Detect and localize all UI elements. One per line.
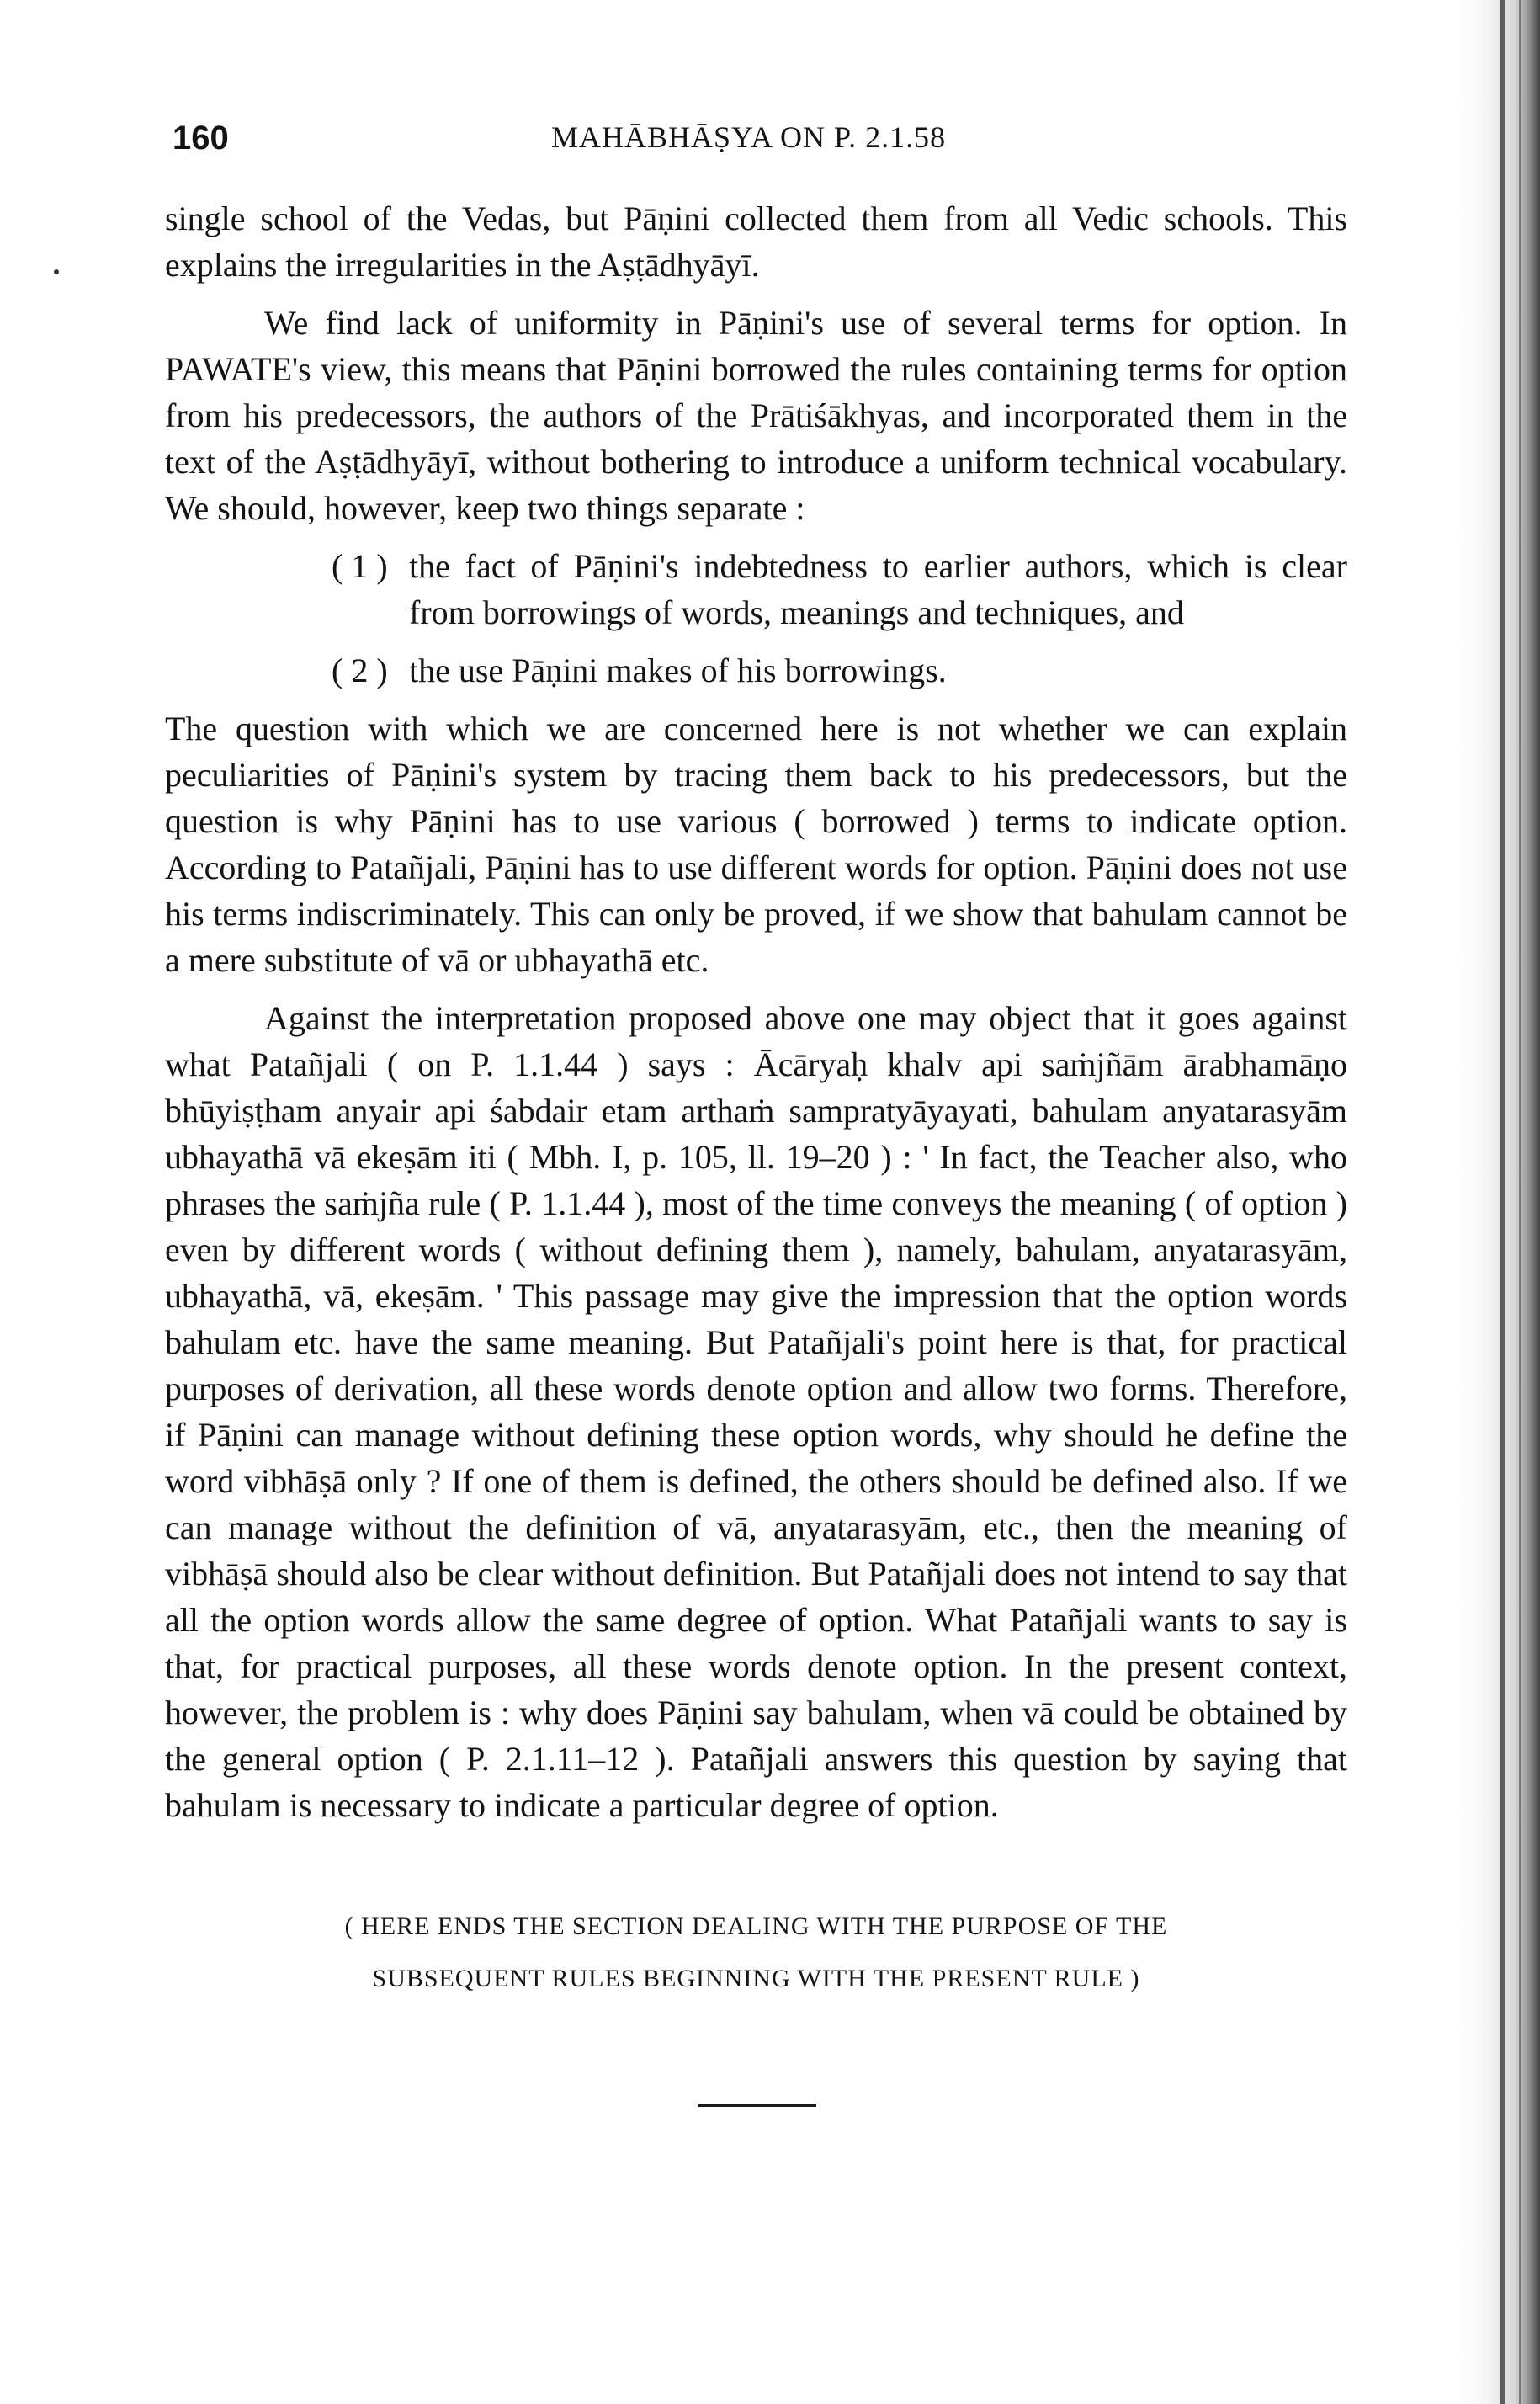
closing-line-1: ( HERE ENDS THE SECTION DEALING WITH THE PURPOSE OF THE <box>344 1912 1168 1940</box>
body-text <box>165 195 1347 1828</box>
paragraph-1: single school of the Vedas, but Pāṇini collected them from all Vedic schools. This explains the irregularities in the Aṣṭādhyāyī. <box>165 199 1347 284</box>
list-item-text: the fact of Pāṇini's indebtedness to earlier authors, which is clear from borrowings of words, meanings and techniques, and <box>409 547 1347 631</box>
binding-edge <box>1456 0 1540 2404</box>
paragraph-2: We find lack of uniformity in Pāṇini's use of several terms for option. In PAWATE's view, this means that Pāṇini borrowed the rules containing terms for option from his predecessors, the authors of the Prātiśākhyas, and incorporated them in the text of the Aṣṭādhyāyī, without bothering to introduce a uniform technical vocabulary. We should, however, keep two things separate : <box>165 304 1347 527</box>
scan-speck <box>54 269 59 274</box>
list-marker: ( 1 ) <box>332 547 388 585</box>
paragraph-4: Against the interpretation proposed above one may object that it goes against what Patañjali ( on P. 1.1.44 ) says : Ācāryaḥ khalv api saṁjñām ārabhamāṇo bhūyiṣṭham anyair api śabdair etam arthaṁ sampratyāyayati, bahulam anyatarasyām ubhayathā vā ekeṣām iti ( Mbh. I, p. 105, ll. 19–20 ) : ' In fact, the Teacher also, who phrases the saṁjña rule ( P. 1.1.44 ), most of the time conveys the meaning ( of option ) even by different words ( without defining them ), namely, bahulam, anyatarasyām, ubhayathā, vā, ekeṣām. ' This passage may give the impression that the option words bahulam etc. have the same meaning. But Patañjali's point here is that, for practical purposes of derivation, all these words denote option and allow two forms. Therefore, if Pāṇini can manage without defining these option words, why should he define the word vibhāṣā only ? If one of them is defined, the others should be defined also. If we can manage without the definition of vā, anyatarasyām, etc., then the meaning of vibhāṣā should also be clear without definition. But Patañjali does not intend to say that all the option words allow the same degree of option. What Patañjali wants to say is that, for practical purposes, all these words denote option. In the present context, however, the problem is : why does Pāṇini say bahulam, when vā could be obtained by the general option ( P. 2.1.11–12 ). Patañjali answers this question by saying that bahulam is necessary to indicate a particular degree of option. <box>165 999 1347 1824</box>
list-marker: ( 2 ) <box>332 652 388 689</box>
closing-line-2: SUBSEQUENT RULES BEGINNING WITH THE PRESENT RULE ) <box>372 1965 1140 1992</box>
section-closing-note <box>165 1901 1347 2005</box>
binding-shadow-line <box>1500 0 1505 2404</box>
binding-shadow-line-outer <box>1519 0 1521 2404</box>
running-title: MAHĀBHĀṢYA ON P. 2.1.58 <box>551 120 947 154</box>
end-rule-divider <box>698 2104 816 2107</box>
page-header <box>173 120 1351 170</box>
list-item-text: the use Pāṇini makes of his borrowings. <box>409 652 947 689</box>
list-item <box>165 647 1347 694</box>
paragraph-3: The question with which we are concerned here is not whether we can explain peculiarities of Pāṇini's system by tracing them back to his predecessors, but the question is why Pāṇini has to use various ( borrowed ) terms to indicate option. According to Patañjali, Pāṇini has to use different words for option. Pāṇini does not use his terms indiscriminately. This can only be proved, if we show that bahulam cannot be a mere substitute of vā or ubhayathā etc. <box>165 710 1347 979</box>
page-number: 160 <box>173 120 229 157</box>
list-item <box>165 543 1347 636</box>
